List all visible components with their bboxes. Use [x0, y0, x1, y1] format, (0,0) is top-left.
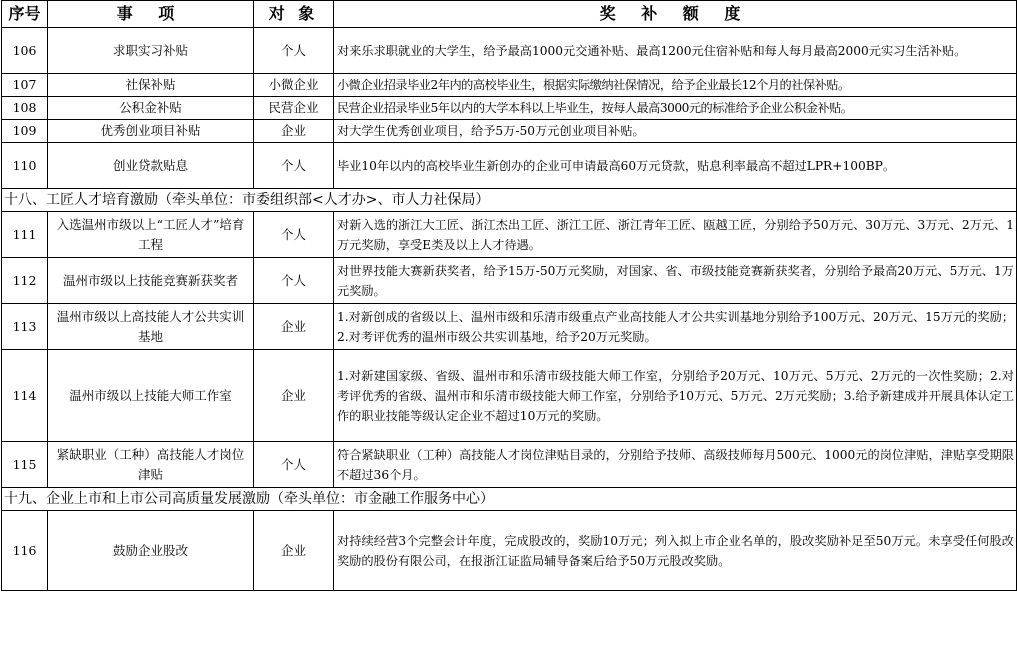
row-no: 114: [2, 350, 48, 442]
row-item: 求职实习补贴: [48, 28, 254, 74]
table-row: [2, 304, 1017, 350]
row-item: 社保补贴: [48, 74, 254, 97]
table-row: [2, 97, 1017, 120]
section-row: [2, 488, 1017, 511]
table-row: [2, 442, 1017, 488]
section-title: 十九、企业上市和上市公司高质量发展激励（牵头单位：市金融工作服务中心）: [2, 488, 1017, 511]
table-row: [2, 511, 1017, 591]
header-target: 对 象: [254, 1, 334, 28]
table-row: [2, 258, 1017, 304]
table-row: [2, 212, 1017, 258]
row-no: 116: [2, 511, 48, 591]
row-target: 个人: [254, 258, 334, 304]
row-amount: 民营企业招录毕业5年以内的大学本科以上毕业生，按每人最高3000元的标准给予企业公积金补贴。: [334, 97, 1017, 120]
table-row: [2, 143, 1017, 189]
row-amount: 1.对新创成的省级以上、温州市级和乐清市级重点产业高技能人才公共实训基地分别给予100万元、20万元、15万元的奖励；2.对考评优秀的温州市级公共实训基地，给予20万元奖励。: [334, 304, 1017, 350]
row-amount: 对来乐求职就业的大学生，给予最高1000元交通补贴、最高1200元住宿补贴和每人每月最高2000元实习生活补贴。: [334, 28, 1017, 74]
row-amount: 小微企业招录毕业2年内的高校毕业生，根据实际缴纳社保情况，给予企业最长12个月的社保补贴。: [334, 74, 1017, 97]
row-amount: 对新入选的浙江大工匠、浙江杰出工匠、浙江工匠、浙江青年工匠、瓯越工匠，分别给予50万元、30万元、3万元、2万元、1万元奖励，享受E类及以上人才待遇。: [334, 212, 1017, 258]
row-amount: 对世界技能大赛新获奖者，给予15万-50万元奖励，对国家、省、市级技能竞赛新获奖者，分别给予最高20万元、5万元、1万元奖励。: [334, 258, 1017, 304]
row-no: 110: [2, 143, 48, 189]
row-no: 106: [2, 28, 48, 74]
section-title: 十八、工匠人才培育激励（牵头单位：市委组织部<人才办>、市人力社保局）: [2, 189, 1017, 212]
policy-table: [1, 0, 1017, 591]
table-row: [2, 120, 1017, 143]
row-target: 企业: [254, 120, 334, 143]
row-amount: 1.对新建国家级、省级、温州市和乐清市级技能大师工作室，分别给予20万元、10万元、5万元、2万元的一次性奖励；2.对考评优秀的省级、温州市和乐清市级技能大师工作室，分别给予10万元、5万元、2万元奖励；3.给予新建成并开展具体认定工作的职业技能等级认定企业不超过10万元的奖励。: [334, 350, 1017, 442]
row-no: 113: [2, 304, 48, 350]
row-item: 紧缺职业（工种）高技能人才岗位津贴: [48, 442, 254, 488]
row-target: 个人: [254, 28, 334, 74]
row-no: 112: [2, 258, 48, 304]
header-item: 事 项: [48, 1, 254, 28]
table-row: [2, 350, 1017, 442]
row-item: 温州市级以上技能竞赛新获奖者: [48, 258, 254, 304]
row-item: 公积金补贴: [48, 97, 254, 120]
header-amount: 奖 补 额 度: [334, 1, 1017, 28]
row-target: 企业: [254, 511, 334, 591]
row-amount: 对持续经营3个完整会计年度，完成股改的，奖励10万元；列入拟上市企业名单的，股改奖励补足至50万元。未享受任何股改奖励的股份有限公司，在报浙江证监局辅导备案后给予50万元股改奖励。: [334, 511, 1017, 591]
header-no: 序号: [2, 1, 48, 28]
table-header: [2, 1, 1017, 28]
row-item: 创业贷款贴息: [48, 143, 254, 189]
row-target: 企业: [254, 304, 334, 350]
row-item: 鼓励企业股改: [48, 511, 254, 591]
row-target: 企业: [254, 350, 334, 442]
row-item: 温州市级以上高技能人才公共实训基地: [48, 304, 254, 350]
table-row: [2, 74, 1017, 97]
row-amount: 毕业10年以内的高校毕业生新创办的企业可申请最高60万元贷款，贴息利率最高不超过LPR+100BP。: [334, 143, 1017, 189]
row-item: 入选温州市级以上“工匠人才”培育工程: [48, 212, 254, 258]
row-item: 优秀创业项目补贴: [48, 120, 254, 143]
row-no: 115: [2, 442, 48, 488]
row-no: 107: [2, 74, 48, 97]
row-target: 小微企业: [254, 74, 334, 97]
section-row: [2, 189, 1017, 212]
row-amount: 对大学生优秀创业项目，给予5万-50万元创业项目补贴。: [334, 120, 1017, 143]
row-amount: 符合紧缺职业（工种）高技能人才岗位津贴目录的，分别给予技师、高级技师每月500元、1000元的岗位津贴，津贴享受期限不超过36个月。: [334, 442, 1017, 488]
row-target: 个人: [254, 442, 334, 488]
table-row: [2, 28, 1017, 74]
row-target: 个人: [254, 143, 334, 189]
row-no: 111: [2, 212, 48, 258]
row-target: 个人: [254, 212, 334, 258]
row-no: 108: [2, 97, 48, 120]
row-no: 109: [2, 120, 48, 143]
row-target: 民营企业: [254, 97, 334, 120]
row-item: 温州市级以上技能大师工作室: [48, 350, 254, 442]
